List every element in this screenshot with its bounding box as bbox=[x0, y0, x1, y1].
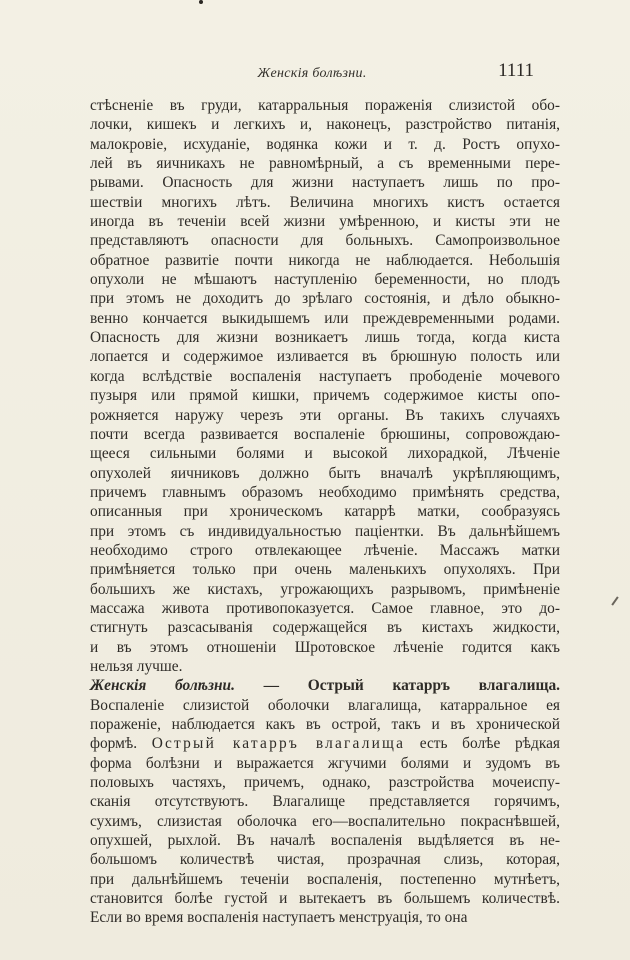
text-line: лей въ яичникахъ не равномѣрный, а съ временными пере- bbox=[90, 155, 560, 173]
text-line: опухоли не мѣшаютъ наступленію беременности, но плодъ bbox=[90, 271, 560, 289]
text-line: форма болѣзни и выражается жгучими болями и зудомъ въ bbox=[90, 754, 560, 772]
text-line: Опасность для жизни возникаетъ лишь тогда, когда киста bbox=[90, 329, 560, 347]
text-line: при дальнѣйшемъ теченіи воспаленія, постепенно мутнѣетъ, bbox=[90, 870, 560, 888]
text-line: Если во время воспаленія наступаетъ менструація, то она bbox=[90, 909, 468, 927]
text-line: стѣсненіе въ груди, катарральныя пораженія слизистой обо- bbox=[90, 97, 560, 114]
text-line: шествіи многихъ лѣтъ. Величина многихъ кистъ остается bbox=[90, 193, 560, 211]
text-line: сканія отсутствуютъ. Влагалище представляется горячимъ, bbox=[90, 793, 560, 811]
text-line: примѣняется только при очень маленькихъ опухоляхъ. При bbox=[90, 561, 560, 579]
text-line: при этомъ съ индивидуальностью паціентки. Въ дальнѣйшемъ bbox=[90, 522, 560, 540]
text-line: большихъ же кистахъ, угрожающихъ разрывомъ, примѣненіе bbox=[90, 580, 560, 598]
margin-mark bbox=[611, 596, 618, 605]
text-line: венно кончается выкидышемъ или преждевременными родами. bbox=[90, 309, 560, 327]
text-line: опухшей, рыхлой. Въ началѣ воспаленія выдѣляется въ не- bbox=[90, 832, 560, 850]
text-fragment: есть болѣе рѣдкая bbox=[405, 735, 560, 753]
text-line: сухимъ, слизистая оболочка его—воспалительно покраснѣвшей, bbox=[90, 812, 560, 830]
text-line: представляютъ опасности для больныхъ. Самопроизвольное bbox=[90, 232, 560, 250]
text-line: лочки, кишекъ и легкихъ и, наконецъ, разстройство питанія, bbox=[90, 116, 560, 134]
section-heading-bold: Острый катарръ влагалища. bbox=[307, 677, 560, 695]
text-line: Воспаленіе слизистой оболочки влагалища, катарральное ея bbox=[90, 696, 560, 714]
section-heading-italic: Женскія болѣзни. bbox=[90, 677, 235, 695]
text-fragment: формѣ. bbox=[90, 735, 138, 753]
text-line: необходимо строго отвлекающее лѣченіе. Массажъ матки bbox=[90, 541, 560, 559]
section-heading-dash: — bbox=[234, 677, 308, 695]
text-line: причемъ главнымъ образомъ необходимо примѣнять средства, bbox=[90, 483, 560, 501]
text-line: обратное развитіе почти никогда не наблюдается. Небольшія bbox=[90, 251, 560, 269]
text-line: пораженіе, наблюдается какъ въ острой, такъ и въ хронической bbox=[90, 716, 560, 733]
running-title: Женскія болѣзни. bbox=[257, 66, 367, 81]
text-line: массажа живота противопоказуется. Самое главное, это до- bbox=[90, 599, 560, 617]
text-line: при этомъ не доходитъ до зрѣлаго состоянія, и дѣло обыкно- bbox=[90, 290, 560, 308]
ink-speck bbox=[199, 0, 203, 4]
text-line: становится болѣе густой и вытекаетъ въ большемъ количествѣ. bbox=[90, 890, 560, 908]
text-line: лопается и содержимое изливается въ брюшную полость или bbox=[90, 348, 560, 366]
page-number: 1111 bbox=[498, 60, 534, 81]
text-line: щееся сильными болями и высокой лихорадкой, Лѣченіе bbox=[90, 445, 560, 463]
section-heading-line bbox=[90, 676, 560, 695]
text-line: когда вслѣдствіе воспаленія наступаетъ прободеніе мочевого bbox=[90, 367, 560, 385]
text-line: нельзя лучше. bbox=[90, 657, 183, 675]
body-text bbox=[90, 96, 560, 928]
text-line: рожняется наружу черезъ эти органы. Въ такихъ случаяхъ bbox=[90, 406, 560, 424]
text-line bbox=[90, 734, 560, 753]
text-line: стигнуть разсасыванія содержащейся въ кистахъ жидкости, bbox=[90, 619, 560, 637]
text-line: большомъ количествѣ чистая, прозрачная слизь, которая, bbox=[90, 851, 560, 869]
text-line: иногда въ теченіи всей жизни умѣренною, и кисты эти не bbox=[90, 213, 560, 231]
text-line: половыхъ частяхъ, причемъ, однако, разстройства мочеиспу- bbox=[90, 774, 560, 792]
text-line: и въ этомъ отношеніи Шротовское лѣченіе годится какъ bbox=[90, 638, 560, 656]
text-line: пузыря или прямой кишки, причемъ содержимое кисты опо- bbox=[90, 387, 560, 405]
text-line: опухолей яичниковъ должно быть вначалѣ укрѣпляющимъ, bbox=[90, 464, 560, 482]
text-line: малокровіе, исхуданіе, водянка кожи и т. д. Ростъ опухо- bbox=[90, 135, 560, 153]
text-line: рывами. Опасность для жизни наступаетъ лишь по про- bbox=[90, 174, 560, 192]
page-header bbox=[92, 58, 552, 88]
spaced-emphasis: Острый катарръ влагалища bbox=[151, 735, 406, 753]
text-line: почти всегда развивается воспаленіе брюшины, сопровождаю- bbox=[90, 425, 560, 443]
text-line: описанныя при хроническомъ катаррѣ матки, сообразуясь bbox=[90, 503, 560, 521]
